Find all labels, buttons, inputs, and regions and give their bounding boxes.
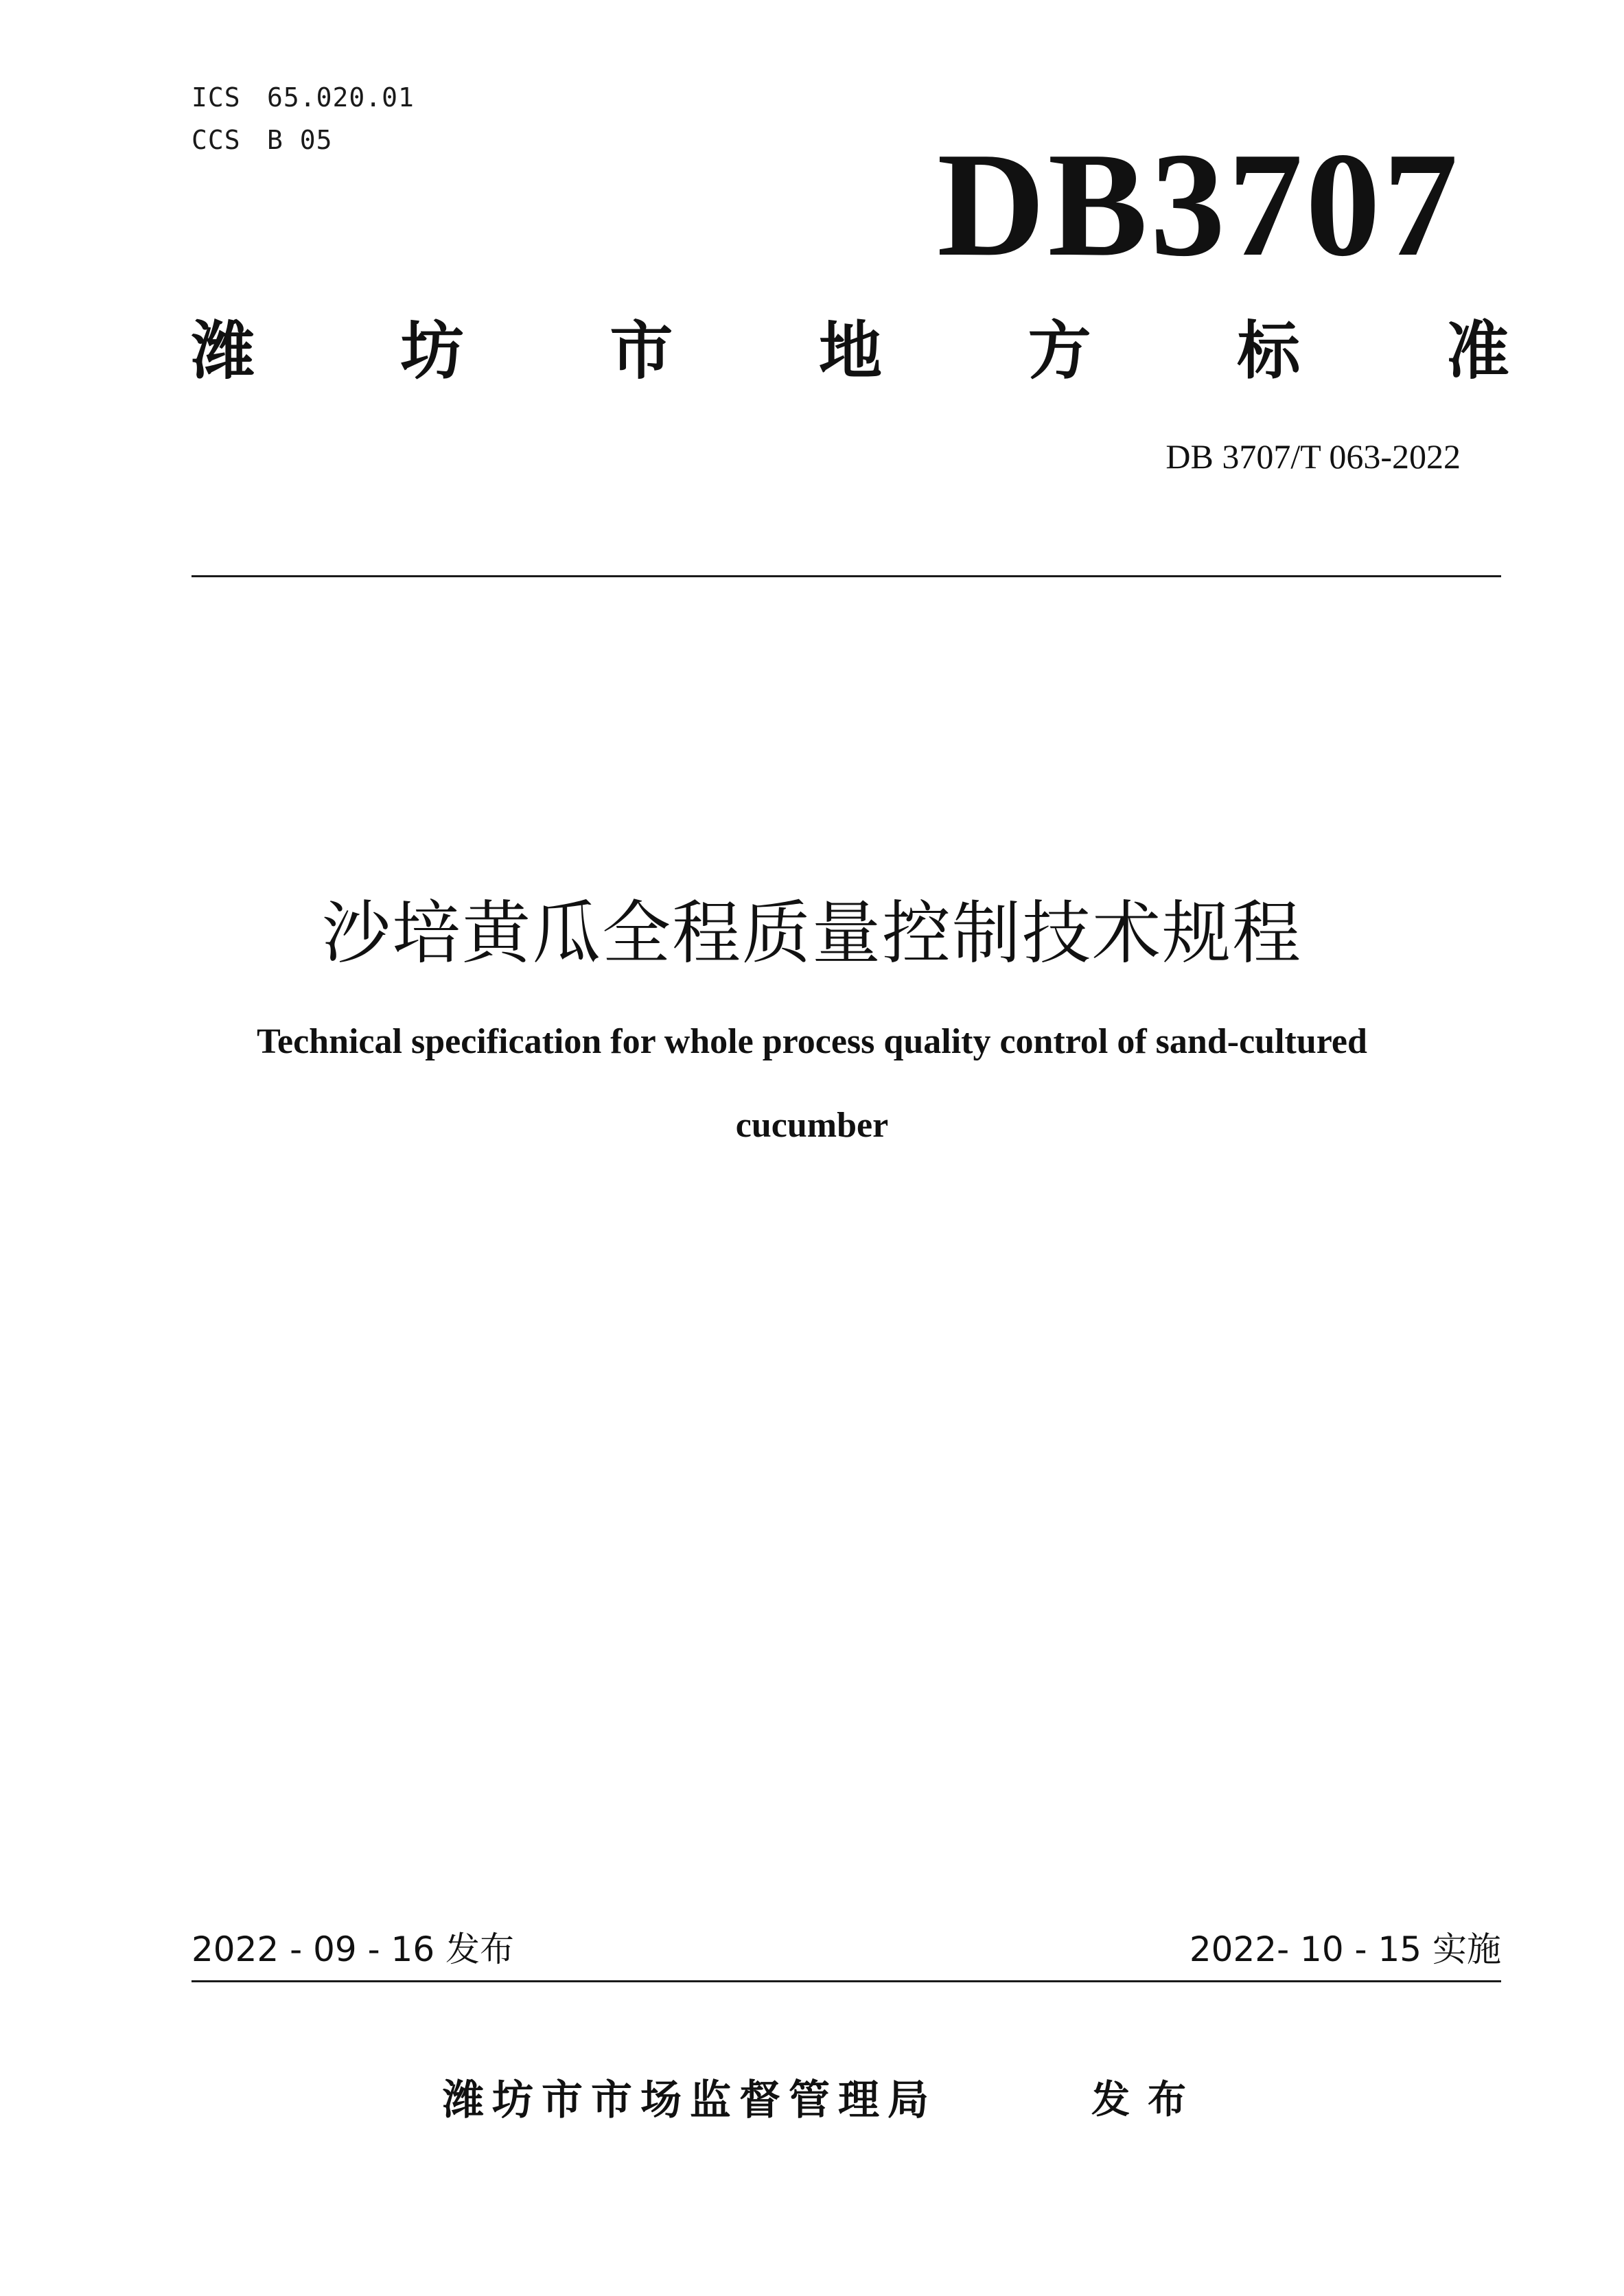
ics-line [192, 82, 415, 113]
title-english-line-1: Technical specification for whole process quality control of sand-cultured [257, 1022, 1367, 1061]
standard-type-char: 地 [818, 314, 882, 388]
issue-date: 2022 - 09 - 16 发布 [192, 1929, 515, 1969]
standard-type-char: 方 [1028, 314, 1091, 388]
ccs-label: CCS [192, 125, 241, 155]
ccs-code: B 05 [267, 125, 333, 155]
ics-label: ICS [192, 82, 241, 113]
ics-code: 65.020.01 [267, 82, 415, 113]
standard-type-char: 准 [1446, 314, 1509, 388]
standard-type-char: 潍 [192, 314, 255, 388]
standard-type-char: 标 [1237, 314, 1301, 388]
ccs-line [192, 125, 333, 155]
title-english-line-2: cucumber [735, 1106, 889, 1145]
footer-divider [192, 1980, 1501, 1982]
standard-code-large: DB3707 [937, 122, 1461, 288]
standard-type-heading [192, 314, 1509, 388]
implementation-date: 2022- 10 - 15 实施 [1189, 1929, 1501, 1969]
standard-number: DB 3707/T 063-2022 [1165, 437, 1461, 476]
issuing-authority: 潍坊市市场监督管理局 [443, 2076, 937, 2124]
header-divider [192, 575, 1501, 577]
standard-type-char: 坊 [400, 314, 464, 388]
title-chinese: 沙培黄瓜全程质量控制技术规程 [322, 893, 1302, 973]
standard-type-char: 市 [610, 314, 673, 388]
issue-label: 发布 [1091, 2078, 1204, 2122]
